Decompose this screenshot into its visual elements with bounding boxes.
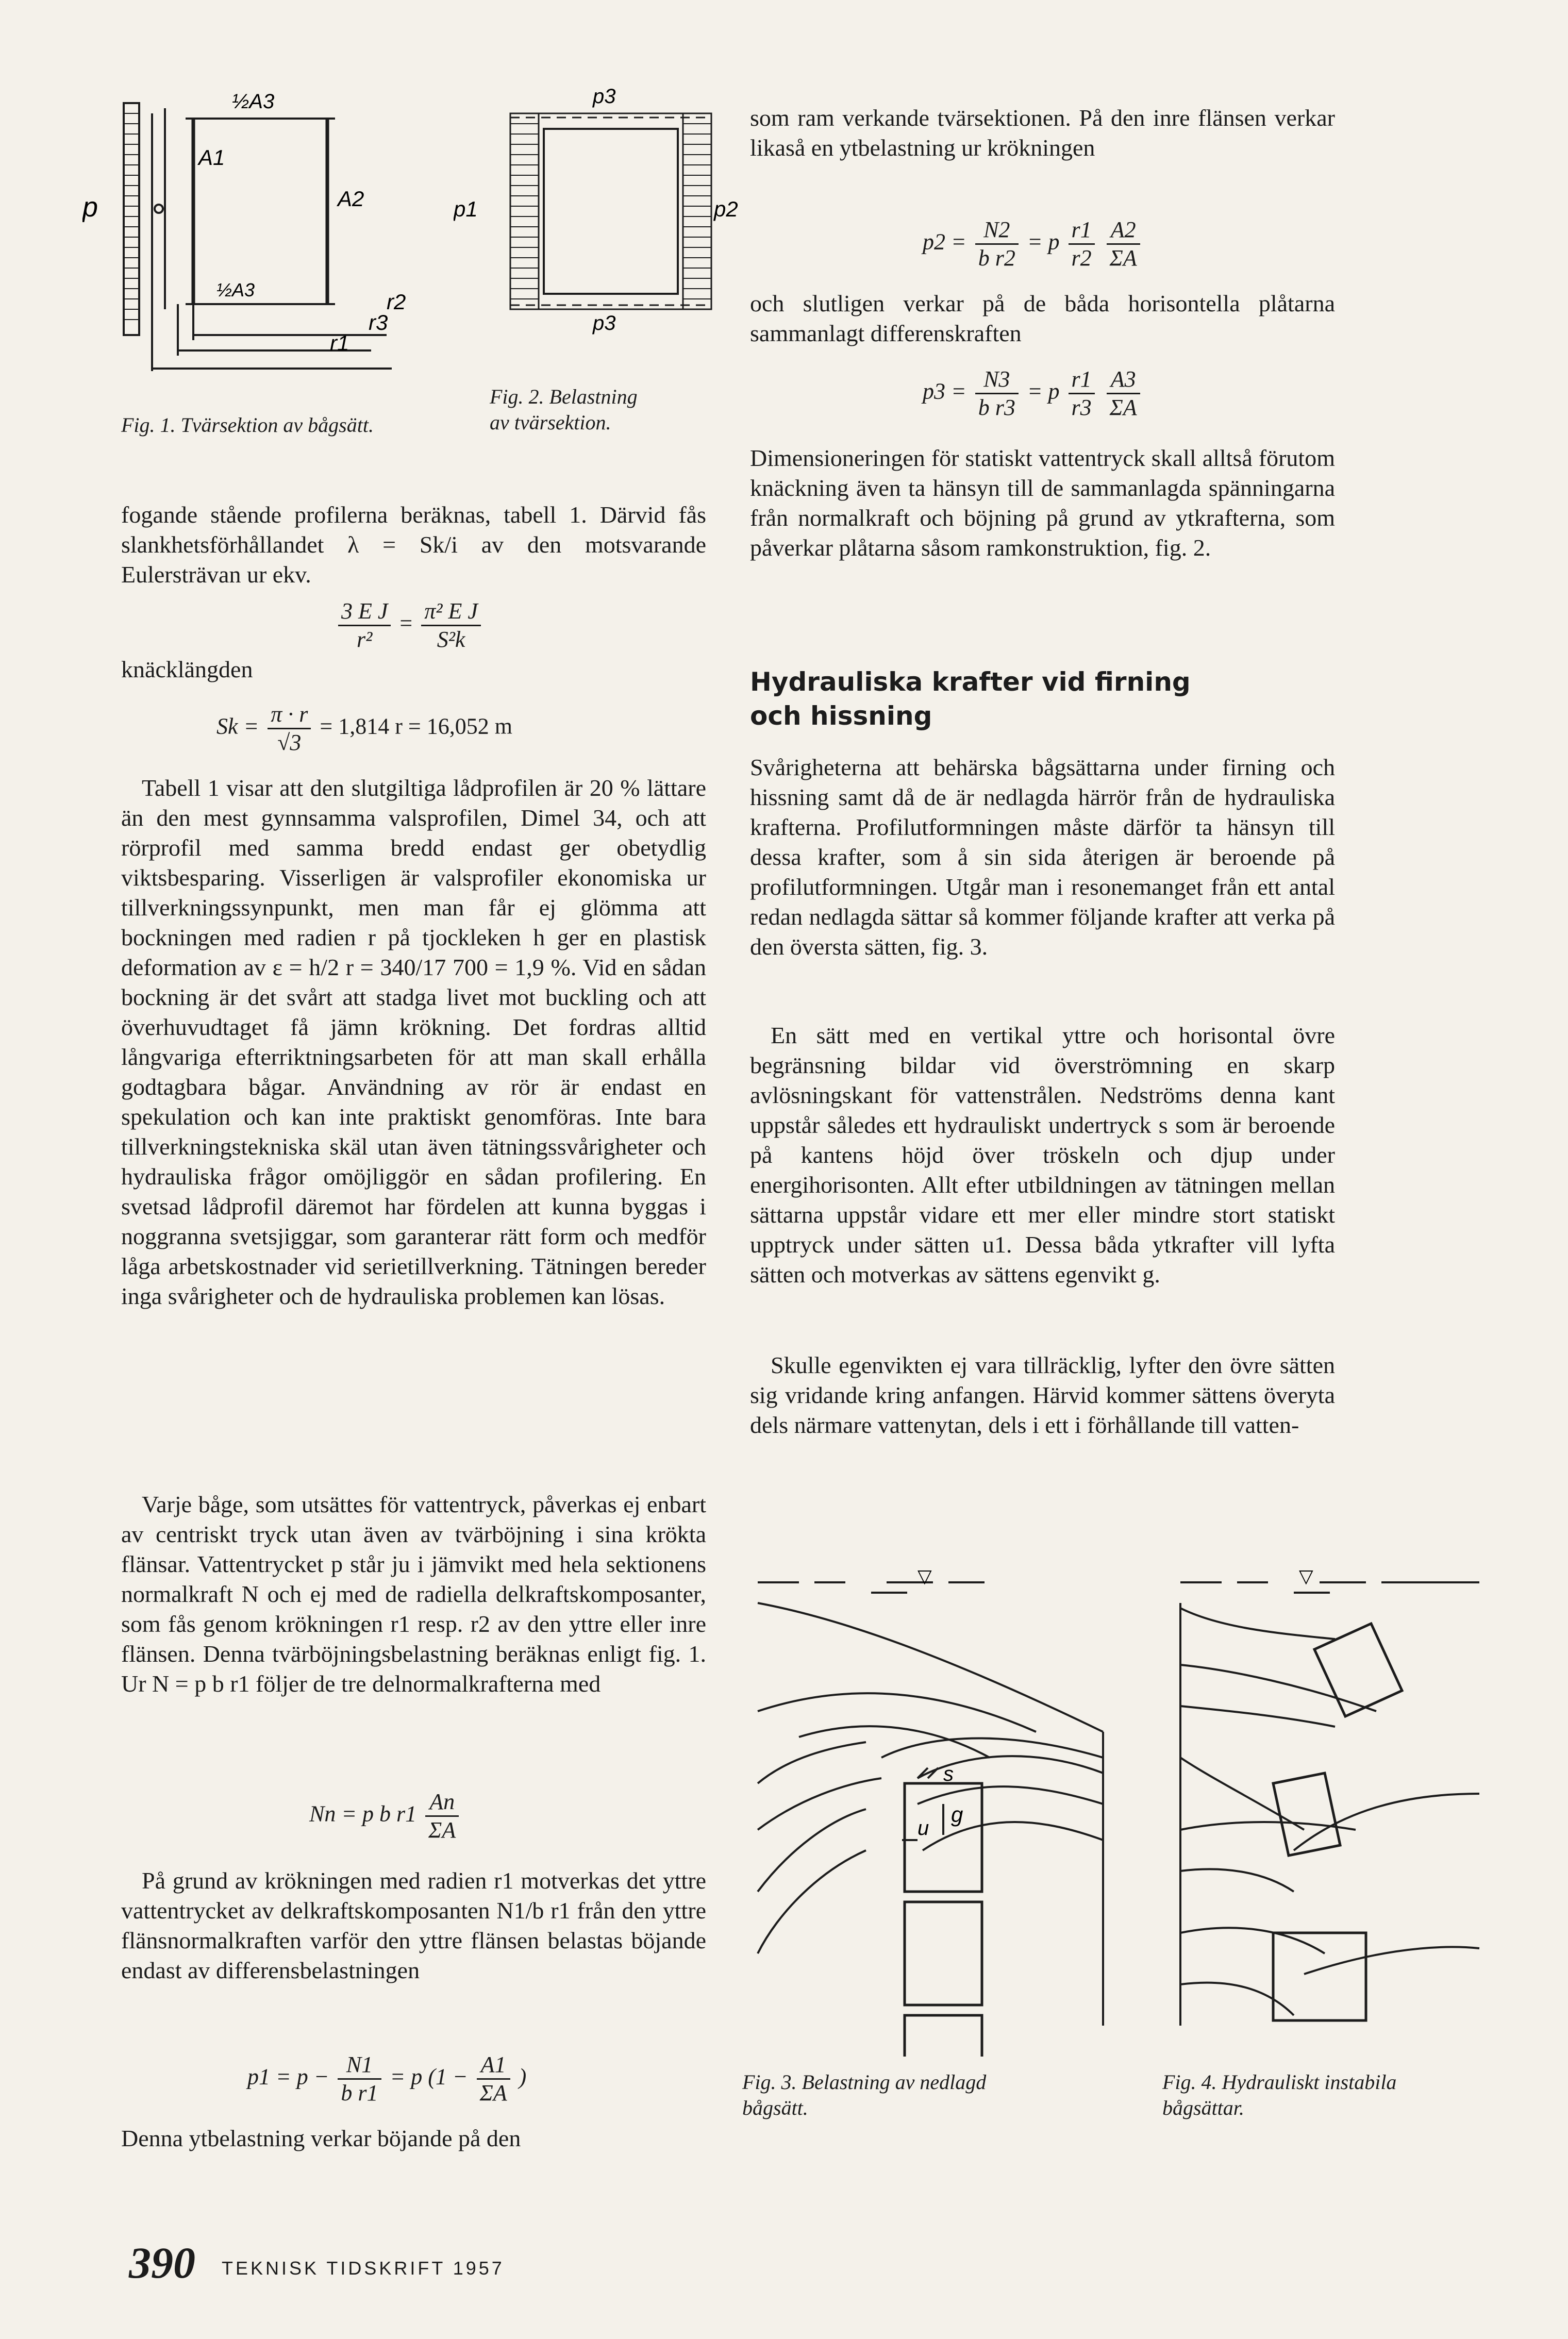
fig3-water-symbol: ▽ bbox=[918, 1565, 932, 1586]
fig1-label-a2: A2 bbox=[338, 187, 364, 211]
fig2-label-p3-top: p3 bbox=[593, 85, 616, 108]
fig3-label-u: u bbox=[918, 1817, 929, 1840]
fig4-caption-line2: bågsättar. bbox=[1162, 2096, 1244, 2119]
right-paragraph-2: och slutligen verkar på de båda horisontella plåtarna sammanlagt differenskraften bbox=[750, 290, 1335, 346]
fig1-label-a1: A1 bbox=[198, 145, 225, 170]
fig3-label-s: s bbox=[943, 1763, 954, 1785]
left-paragraph-4: På grund av krökningen med radien r1 motverkas det yttre vattentrycket av delkraftskomposanten N1/b r1 från den yttre flänsnormalkraften varför den yttre flänsen belastas böjande endast av differensbelastningen bbox=[121, 1867, 706, 1983]
equation-sk: Sk = $\frac{\pi \cdot r}{√3}$ = 1,814 r = 16,052 m bbox=[216, 701, 512, 755]
fig2-label-p1: p1 bbox=[454, 197, 478, 221]
equation-euler: $\frac{\text{3 E J}}{\text{r²}}$ = $\frac{\text{π² E J}}{\text{S²k}}$ bbox=[335, 598, 484, 653]
fig1-label-a3-bottom: ½A3 bbox=[216, 279, 255, 300]
fig3-label-g: g bbox=[951, 1802, 963, 1827]
left-paragraph-1: fogande stående profilerna beräknas, tabell 1. Därvid fås slankhetsförhållandet λ = Sk/i av den motsvarande Eulersträvan ur ekv. bbox=[121, 502, 706, 588]
fig1-label-a3-top: ½A3 bbox=[232, 90, 275, 113]
left-paragraph-5: Denna ytbelastning verkar böjande på den bbox=[121, 2125, 521, 2151]
right-paragraph-4: Svårigheterna att behärska bågsättarna under firning och hissning samt då de är nedlagda härrör från de hydrauliska krafterna. Profilutformningen måste därför ta hänsyn till dessa krafter, som å sin sida återigen är beroende på profilutformningen. Utgår man i resonemanget från ett antal redan nedlagda sättar så kommer följande krafter att verka på den översta sätten, fig. 3. bbox=[750, 754, 1335, 960]
equation-p3: p3 = $\frac{N3}{\text{b r3}}$ = p $\frac{r1}{r3}$ $\frac{A3}{\Sigma A}$ bbox=[923, 366, 1143, 421]
buckling-length-label: knäcklängden bbox=[121, 656, 253, 682]
page-number: 390 bbox=[129, 2238, 195, 2287]
journal-name: TEKNISK TIDSKRIFT 1957 bbox=[222, 2258, 505, 2279]
figure-3-laid-down-gate bbox=[747, 1562, 1119, 2057]
equation-p2: p2 = $\frac{N2}{\text{b r2}}$ = p $\frac{r1}{r2}$ $\frac{A2}{\Sigma A}$ bbox=[923, 216, 1143, 272]
fig4-caption-line1: Fig. 4. Hydrauliskt instabila bbox=[1162, 2070, 1397, 2094]
fig2-label-p2: p2 bbox=[714, 197, 738, 221]
equation-nn: Nn = p b r1 $\frac{An}{\Sigma A}$ bbox=[309, 1789, 462, 1844]
equation-p1: p1 = p − $\frac{N1}{\text{b r1}}$ = p (1 − $\frac{A1}{\Sigma A}$ ) bbox=[247, 2052, 527, 2106]
fig1-label-r3: r3 bbox=[369, 310, 388, 335]
right-paragraph-6: Skulle egenvikten ej vara tillräcklig, lyfter den övre sätten sig vridande kring anfangen. Härvid kommer sättens överyta dels närmare vattenytan, dels i ett i förhållande till vatten- bbox=[750, 1352, 1335, 1438]
fig1-label-p: p bbox=[82, 192, 98, 223]
figure-4-unstable-gates bbox=[1170, 1562, 1500, 2057]
figure-1-cross-section bbox=[82, 77, 454, 387]
right-paragraph-1: som ram verkande tvärsektionen. På den inre flänsen verkar likaså en ytbelastning ur krökningen bbox=[750, 105, 1335, 161]
section-heading: Hydrauliska krafter vid firning och hissning bbox=[750, 667, 1191, 731]
fig3-caption-line2: bågsätt. bbox=[742, 2096, 808, 2119]
fig4-water-symbol: ▽ bbox=[1299, 1565, 1313, 1586]
left-paragraph-3: Varje båge, som utsättes för vattentryck, påverkas ej enbart av centriskt tryck utan även av tvärböjning i sina krökta flänsar. Vattentrycket p står ju i jämvikt med hela sektionens normalkraft N och ej med de radiella delkraftskomposanter, som fås genom krökningen r1 resp. r2 av den yttre eller inre flänsen. Denna tvärböjningsbelastning beräknas enligt fig. 1. Ur N = p b r1 följer de tre delnormalkrafterna med bbox=[121, 1491, 706, 1697]
right-paragraph-5: En sätt med en vertikal yttre och horisontal övre begränsning bildar vid överströmning en skarp avlösningskant för vattenstrålen. Nedströms denna kant uppstår således ett hydrauliskt undertryck s som är beroende på kantens höjd över tröskeln och djup under energihorisonten. Allt efter utbildningen av tätningen mellan sättarna uppstår vidare ett mer eller mindre stort statiskt upptryck under sätten u1. Dessa båda ytkrafter vill lyfta sätten och motverkas av sättens egenvikt g. bbox=[750, 1022, 1335, 1288]
fig2-caption-line1: Fig. 2. Belastning bbox=[490, 385, 638, 408]
right-paragraph-3: Dimensioneringen för statiskt vattentryck skall alltså förutom knäckning även ta hänsyn till de sammanlagda spänningarna från normalkraft och böjning på grund av ytkrafterna, som påverkar plåtarna såsom ramkonstruktion, fig. 2. bbox=[750, 445, 1335, 561]
fig2-caption-line2: av tvärsektion. bbox=[490, 411, 611, 434]
fig1-label-r1: r1 bbox=[330, 331, 349, 355]
fig1-caption: Fig. 1. Tvärsektion av bågsätt. bbox=[121, 413, 374, 437]
left-paragraph-2: Tabell 1 visar att den slutgiltiga lådprofilen är 20 % lättare än den mest gynnsamma valsprofilen, Dimel 34, och att rörprofil med samma bredd endast ger obetydlig viktsbesparing. Visserligen är valsprofiler ekonomiska ur tillverkningssynpunkt, men man får ej glömma att bockningen med radien r på tjockleken h ger en plastisk deformation av ε = h/2 r = 340/17 700 = 1,9 %. Vid en sådan bockning är det svårt att stadga livet mot buckling och att överhuvudtaget få jämn krökning. Det fordras alltid långvariga efterriktningsarbeten för att man skall erhålla godtagbara bågar. Användning av rör är endast en spekulation och kan inte praktiskt genomföras. Inte bara tillverkningstekniska skäl utan även tätningssvårigheter och hydrauliska frågor omöjliggör en sådan profilering. En svetsad lådprofil däremot har fördelen att kunna byggas i noggranna svetsjiggar, som garanterar rätt form och medför låga arbetskostnader vid serietillverkning. Tätningen bereder inga svårigheter och de hydrauliska problemen kan lösas. bbox=[121, 775, 706, 1309]
fig1-label-r2: r2 bbox=[387, 290, 406, 314]
fig3-caption-line1: Fig. 3. Belastning av nedlagd bbox=[742, 2070, 987, 2094]
figure-2-loading bbox=[454, 77, 773, 387]
fig2-label-p3-bottom: p3 bbox=[593, 312, 616, 335]
